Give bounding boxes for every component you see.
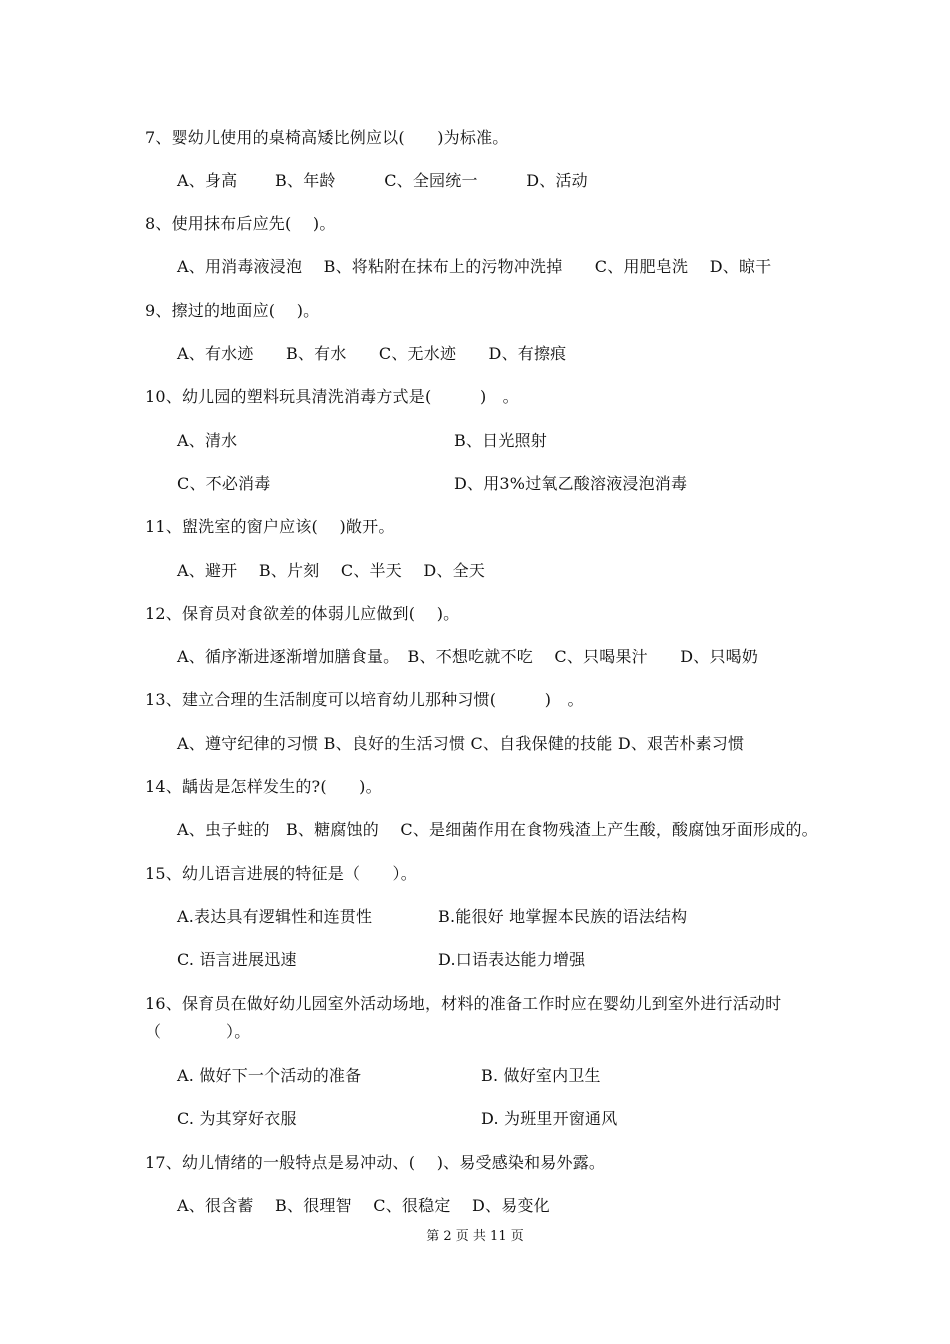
question-14-stem: 14、龋齿是怎样发生的?( )。 <box>145 777 382 796</box>
question-13-options: A、遵守纪律的习惯 B、良好的生活习惯 C、自我保健的技能 D、艰苦朴素习惯 <box>177 734 745 753</box>
question-8-stem: 8、使用抹布后应先( )。 <box>145 214 336 233</box>
question-10-stem: 10、幼儿园的塑料玩具清洗消毒方式是( ) 。 <box>145 387 519 406</box>
question-11-options: A、避开 B、片刻 C、半天 D、全天 <box>177 561 486 580</box>
question-15-option-c: C. 语言进展迅速 <box>177 950 297 969</box>
question-12-stem: 12、保育员对食欲差的体弱儿应做到( )。 <box>145 604 460 623</box>
question-15-option-a: A.表达具有逻辑性和连贯性 <box>177 907 373 926</box>
question-15-stem: 15、幼儿语言进展的特征是（ ）。 <box>145 864 417 883</box>
question-16-stem: 16、保育员在做好幼儿园室外活动场地，材料的准备工作时应在婴幼儿到室外进行活动时 <box>145 994 782 1013</box>
question-17-options: A、很含蓄 B、很理智 C、很稳定 D、易变化 <box>177 1196 550 1215</box>
question-10-option-c: C、不必消毒 <box>177 474 271 493</box>
question-9-stem: 9、擦过的地面应( )。 <box>145 301 320 320</box>
question-16-stem-continued: （ ）。 <box>145 1022 251 1041</box>
question-14-options: A、虫子蛀的 B、糖腐蚀的 C、是细菌作用在食物残渣上产生酸，酸腐蚀牙面形成的。 <box>177 820 818 839</box>
question-10-option-d: D、用3%过氧乙酸溶液浸泡消毒 <box>454 474 688 493</box>
question-7-options: A、身高 B、年龄 C、全园统一 D、活动 <box>177 171 588 190</box>
question-8-options: A、用消毒液浸泡 B、将粘附在抹布上的污物冲洗掉 C、用肥皂洗 D、晾干 <box>177 257 772 276</box>
question-16-option-a: A. 做好下一个活动的准备 <box>177 1066 362 1085</box>
question-16-option-c: C. 为其穿好衣服 <box>177 1109 297 1128</box>
question-9-options: A、有水迹 B、有水 C、无水迹 D、有擦痕 <box>177 344 567 363</box>
question-16-option-b: B. 做好室内卫生 <box>481 1066 601 1085</box>
question-10-option-b: B、日光照射 <box>454 431 547 450</box>
question-11-stem: 11、盥洗室的窗户应该( )敞开。 <box>145 517 395 536</box>
question-15-option-d: D.口语表达能力增强 <box>438 950 586 969</box>
page-footer: 第 2 页 共 11 页 <box>426 1229 524 1244</box>
question-16-option-d: D. 为班里开窗通风 <box>481 1109 618 1128</box>
question-12-options: A、循序渐进逐渐增加膳食量。 B、不想吃就不吃 C、只喝果汁 D、只喝奶 <box>177 647 759 666</box>
question-10-option-a: A、清水 <box>177 431 238 450</box>
question-7-stem: 7、婴幼儿使用的桌椅高矮比例应以( )为标准。 <box>145 128 509 147</box>
question-13-stem: 13、建立合理的生活制度可以培育幼儿那种习惯( ) 。 <box>145 690 584 709</box>
question-15-option-b: B.能很好 地掌握本民族的语法结构 <box>438 907 688 926</box>
question-17-stem: 17、幼儿情绪的一般特点是易冲动、( )、易受感染和易外露。 <box>145 1153 606 1172</box>
